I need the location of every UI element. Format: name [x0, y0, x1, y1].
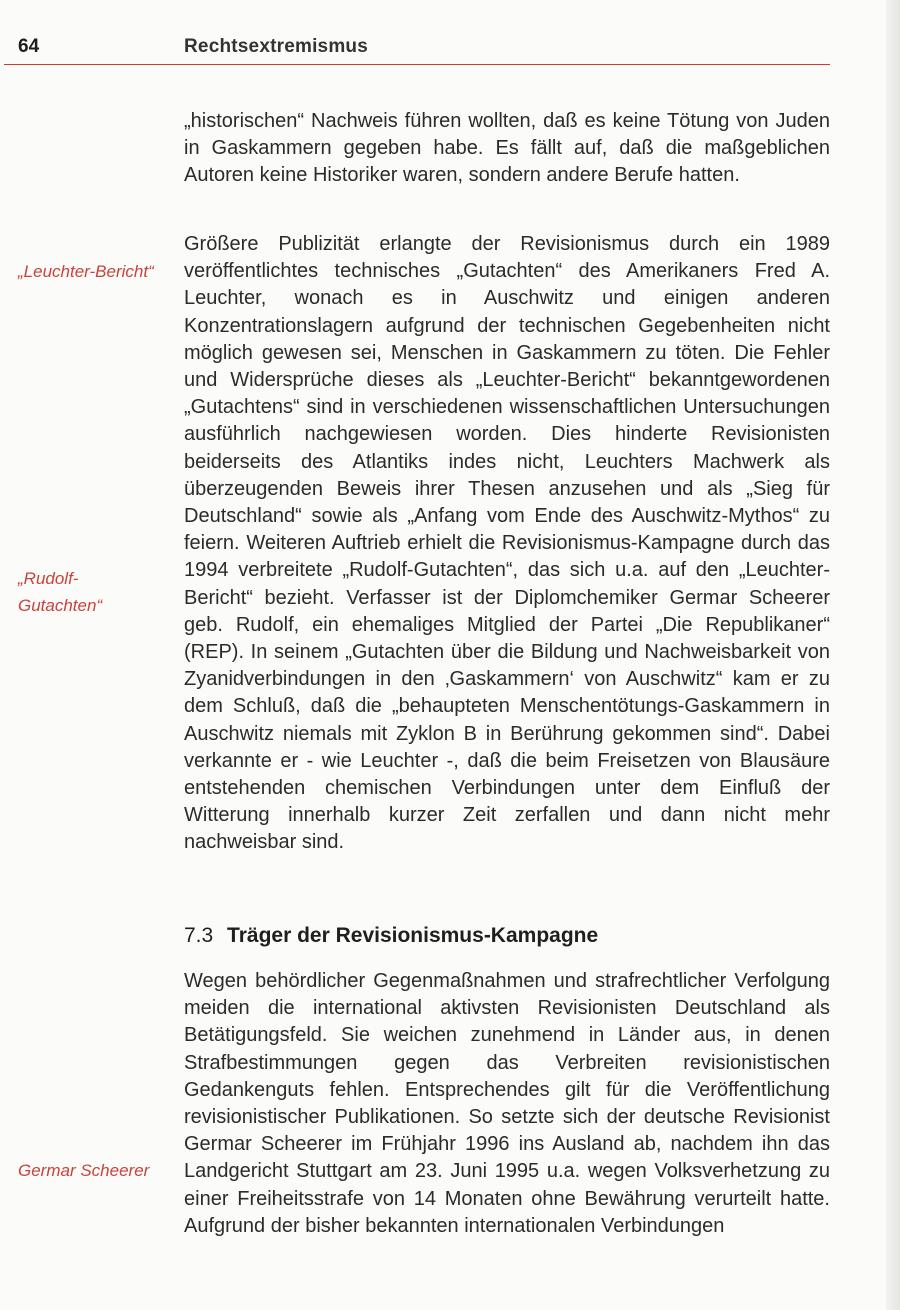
paragraph-2: Größere Publizität erlangte der Revisionismus durch ein 1989 veröffentlichtes technisches „Gutachten“ des Amerikaners Fred A. Leuchter, wonach es in Auschwitz und einigen anderen Konzentrationslagern aufgrund der technischen Gegebenheiten nicht möglich gewesen sei, Menschen in Gaskammern zu töten. Die Fehler und Widersprüche dieses als „Leuchter-Bericht“ bekanntgewordenen „Gutachtens“ sind in verschiedenen wissenschaftlichen Untersuchungen ausführlich nachgewiesen worden. Dies hinderte Revisionisten beiderseits des Atlantiks indes nicht, Leuchters Machwerk als überzeugenden Beweis ihrer Thesen anzusehen und als „Sieg für Deutschland“ sowie als „Anfang vom Ende des Auschwitz-Mythos“ zu feiern. Weiteren Auftrieb erhielt die Revisionismus-Kampagne durch das 1994 verbreitete „Rudolf-Gutachten“, das sich u.a. auf den „Leuchter-Bericht“ bezieht. Verfasser ist der Diplomchemiker Germar Scheerer geb. Rudolf, ein ehemaliges Mitglied der Partei „Die Republikaner“ (REP). In seinem „Gutachten über die Bildung und Nachweisbarkeit von Zyanidverbindungen in den ‚Gaskammern‘ von Auschwitz“ kam er zu dem Schluß, daß die „behaupteten Menschentötungs-Gaskammern in Auschwitz niemals mit Zyklon B in Berührung gekommen sind“. Dabei verkannte er - wie Leuchter -, daß die beim Freisetzen von Blausäure entstehenden chemischen Verbindungen unter dem Einfluß der Witterung innerhalb kurzer Zeit zerfallen und dann nicht mehr nachweisbar sind. [184, 233, 830, 854]
margin-note-leuchter-bericht: „Leuchter-Bericht“ [18, 262, 154, 281]
running-title: Rechtsextremismus [184, 36, 368, 57]
header-rule [4, 64, 830, 65]
section-title: Träger der Revisionismus-Kampagne [227, 924, 599, 947]
page-header [18, 36, 830, 66]
margin-note-germar-scheerer: Germar Scheerer [18, 1161, 150, 1180]
paragraph-1: „historischen“ Nachweis führen wollten, daß es keine Tötung von Juden in Gaskammern gegeben habe. Es fällt auf, daß die maßgeblichen Autoren keine Historiker waren, sondern andere Berufe hatten. [184, 110, 830, 187]
page-edge-shadow [886, 0, 900, 1310]
paragraph-3: Wegen behördlicher Gegenmaßnahmen und strafrechtlicher Verfolgung meiden die international aktivsten Revisionisten Deutschland als Betätigungsfeld. Sie weichen zunehmend in Länder aus, in denen Strafbestimmungen gegen das Verbreiten revisionistischen Gedankenguts fehlen. Entsprechendes gilt für die Veröffentlichung revisionistischer Publikationen. So setzte sich der deutsche Revisionist Germar Scheerer im Frühjahr 1996 ins Ausland ab, nachdem ihn das Landgericht Stuttgart am 23. Juni 1995 u.a. wegen Volksverhetzung zu einer Freiheitsstrafe von 14 Monaten ohne Bewährung verurteilt hatte. Aufgrund der bisher bekannten internationalen Verbindungen [184, 970, 830, 1237]
section-number: 7.3 [184, 924, 214, 947]
page-number: 64 [18, 36, 40, 57]
margin-note-rudolf-gutachten: „Rudolf- Gutachten“ [18, 569, 103, 615]
section-heading [184, 924, 598, 948]
